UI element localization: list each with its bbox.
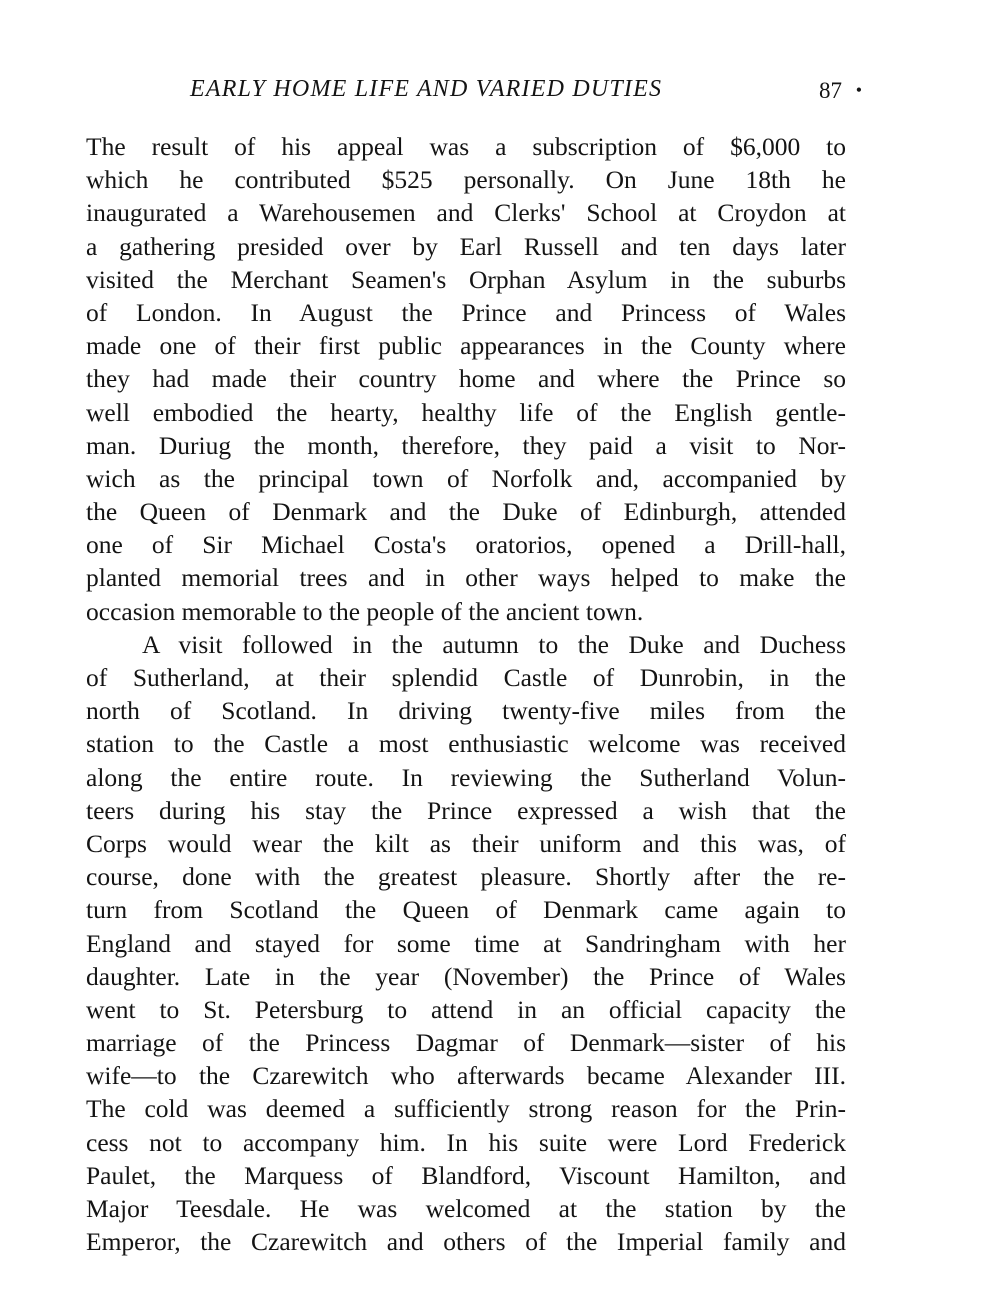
text-line: which he contributed $525 personally. On June 18th he xyxy=(86,165,846,195)
text-line: The result of his appeal was a subscription of $6,000 to xyxy=(86,132,846,161)
text-line: planted memorial trees and in other ways helped to make the xyxy=(86,563,846,593)
text-line: one of Sir Michael Costa's oratorios, opened a Drill-hall, xyxy=(86,530,846,560)
text-line: well embodied the hearty, healthy life of the English gentle- xyxy=(86,397,846,427)
text-line: of Sutherland, at their splendid Castle of Dunrobin, in the xyxy=(86,663,846,692)
text-line: wich as the principal town of Norfolk and, accompanied by xyxy=(86,463,846,493)
page-number: 87 xyxy=(819,78,842,103)
page-mark: • xyxy=(855,80,862,100)
text-line: the Queen of Denmark and the Duke of Edinburgh, attended xyxy=(86,497,846,527)
text-line: wife—to the Czarewitch who afterwards became Alexander III. xyxy=(86,1061,846,1091)
text-line: along the entire route. In reviewing the Sutherland Volun- xyxy=(86,762,846,792)
text-line: marriage of the Princess Dagmar of Denmark—sister of his xyxy=(86,1028,846,1058)
text-line: Paulet, the Marquess of Blandford, Viscount Hamilton, and xyxy=(86,1160,846,1190)
text-line: inaugurated a Warehousemen and Clerks' School at Croydon at xyxy=(86,198,846,228)
text-line: man. Duriug the month, therefore, they paid a visit to Nor- xyxy=(86,430,846,460)
text-line: made one of their first public appearances in the County where xyxy=(86,331,846,361)
text-line: The cold was deemed a sufficiently strong reason for the Prin- xyxy=(86,1094,846,1124)
text-line: they had made their country home and where the Prince so xyxy=(86,364,846,394)
running-head xyxy=(86,76,862,108)
text-line: A visit followed in the autumn to the Duke and Duchess xyxy=(142,629,846,659)
text-line: course, done with the greatest pleasure. Shortly after the re- xyxy=(86,862,846,892)
body-text xyxy=(86,130,846,1258)
text-line: north of Scotland. In driving twenty-five miles from the xyxy=(86,696,846,726)
text-line: turn from Scotland the Queen of Denmark came again to xyxy=(86,895,846,925)
text-line: teers during his stay the Prince expressed a wish that the xyxy=(86,795,846,825)
text-line: occasion memorable to the people of the ancient town. xyxy=(86,596,644,626)
text-line: visited the Merchant Seamen's Orphan Asylum in the suburbs xyxy=(86,264,846,294)
text-line: a gathering presided over by Earl Russell and ten days later xyxy=(86,231,846,261)
text-line: Major Teesdale. He was welcomed at the station by the xyxy=(86,1194,846,1223)
text-line: daughter. Late in the year (November) the Prince of Wales xyxy=(86,961,846,991)
text-line: of London. In August the Prince and Princess of Wales xyxy=(86,297,846,327)
text-line: station to the Castle a most enthusiastic welcome was received xyxy=(86,729,846,759)
text-line: Emperor, the Czarewitch and others of the Imperial family and xyxy=(86,1227,846,1257)
text-line: England and stayed for some time at Sandringham with her xyxy=(86,928,846,958)
text-line: cess not to accompany him. In his suite were Lord Frederick xyxy=(86,1127,846,1157)
text-line: Corps would wear the kilt as their uniform and this was, of xyxy=(86,828,846,858)
running-title: EARLY HOME LIFE AND VARIED DUTIES xyxy=(190,76,663,102)
text-line: went to St. Petersburg to attend in an official capacity the xyxy=(86,994,846,1024)
